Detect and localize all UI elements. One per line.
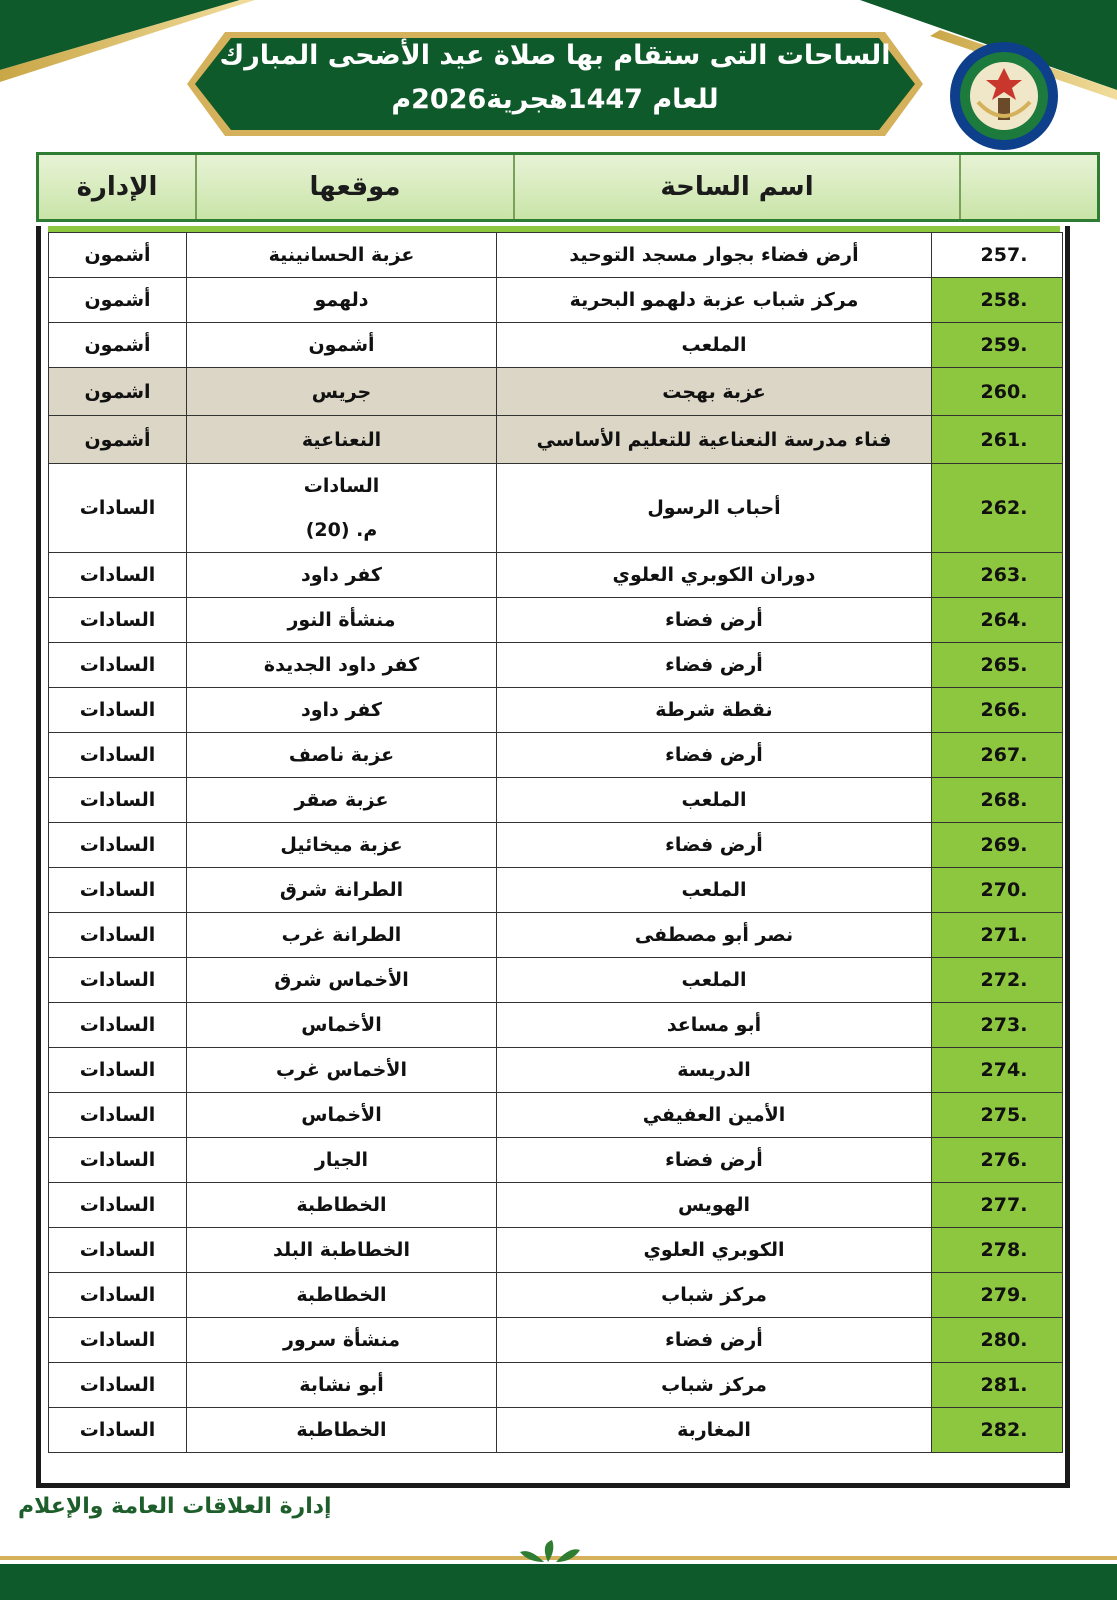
ground-name: الملعب [497,323,932,368]
administration: السادات [49,1003,187,1048]
ground-name: مركز شباب عزبة دلهمو البحرية [497,278,932,323]
ground-name: نقطة شرطة [497,688,932,733]
row-number: 267. [932,733,1063,778]
administration: السادات [49,1408,187,1453]
row-number: 262. [932,464,1063,553]
ground-location-line-2: م. (20) [305,519,378,541]
table-row [49,323,1063,368]
ground-location-line-1: السادات [303,475,380,497]
ground-name: أرض فضاء [497,733,932,778]
ground-name: أبو مساعد [497,1003,932,1048]
ground-name: مركز شباب [497,1363,932,1408]
row-number: 275. [932,1093,1063,1138]
ground-location: الطرانة غرب [187,913,497,958]
ground-name: عزبة بهجت [497,368,932,416]
administration: السادات [49,1183,187,1228]
ground-location: الخطاطبة [187,1183,497,1228]
table-row [49,1093,1063,1138]
table-row [49,416,1063,464]
table-row [49,598,1063,643]
administration: السادات [49,1318,187,1363]
administration: السادات [49,1363,187,1408]
ground-name: الهويس [497,1183,932,1228]
table-row [49,1363,1063,1408]
table-row [49,553,1063,598]
row-number: 269. [932,823,1063,868]
row-number: 260. [932,368,1063,416]
row-number: 257. [932,233,1063,278]
ground-location: الأخماس [187,1003,497,1048]
administration: السادات [49,553,187,598]
prayer-grounds-table [48,232,1063,1453]
administration: السادات [49,1048,187,1093]
row-number: 263. [932,553,1063,598]
table-row [49,464,1063,553]
administration: السادات [49,1228,187,1273]
row-number: 258. [932,278,1063,323]
row-number: 276. [932,1138,1063,1183]
row-number: 280. [932,1318,1063,1363]
table-row [49,778,1063,823]
table-row [49,958,1063,1003]
table-row [49,1003,1063,1048]
ground-location: الأخماس غرب [187,1048,497,1093]
table-row [49,1273,1063,1318]
row-number: 266. [932,688,1063,733]
ground-name: الملعب [497,868,932,913]
column-number-header [959,155,1097,219]
administration: السادات [49,688,187,733]
ground-location: منشأة النور [187,598,497,643]
page-title [215,34,895,122]
bottom-decorative-band [0,1540,1117,1600]
administration: السادات [49,868,187,913]
table-row [49,1138,1063,1183]
ground-name: أرض فضاء [497,1318,932,1363]
governorate-emblem-icon [948,40,1060,152]
ground-name: الملعب [497,958,932,1003]
administration: أشمون [49,278,187,323]
table-row [49,823,1063,868]
ground-name: أرض فضاء [497,643,932,688]
table-row [49,733,1063,778]
row-number: 274. [932,1048,1063,1093]
table-body [49,233,1063,1453]
row-number: 271. [932,913,1063,958]
ground-name: دوران الكوبري العلوي [497,553,932,598]
administration: السادات [49,464,187,553]
administration: السادات [49,913,187,958]
ground-name: أرض فضاء [497,598,932,643]
row-number: 259. [932,323,1063,368]
ground-location: الأخماس [187,1093,497,1138]
table-row [49,868,1063,913]
table-row [49,1228,1063,1273]
administration: السادات [49,643,187,688]
column-name-header: اسم الساحة [513,155,959,219]
row-number: 273. [932,1003,1063,1048]
ground-location: الطرانة شرق [187,868,497,913]
ground-location: كفر داود الجديدة [187,643,497,688]
table-row [49,1318,1063,1363]
ground-name: الكوبري العلوي [497,1228,932,1273]
ground-location: الخطاطبة [187,1408,497,1453]
row-number: 265. [932,643,1063,688]
ground-location: منشأة سرور [187,1318,497,1363]
ground-location: الجيار [187,1138,497,1183]
ground-location: أبو نشابة [187,1363,497,1408]
ground-location: الخطاطبة [187,1273,497,1318]
row-number: 270. [932,868,1063,913]
table-header [36,152,1100,222]
administration: السادات [49,1273,187,1318]
ground-location: عزبة الحسانينية [187,233,497,278]
footer-department: إدارة العلاقات العامة والإعلام [18,1494,332,1519]
ground-location: كفر داود [187,688,497,733]
administration: السادات [49,958,187,1003]
row-number: 261. [932,416,1063,464]
administration: أشمون [49,323,187,368]
ground-name: مركز شباب [497,1273,932,1318]
ground-name: أحباب الرسول [497,464,932,553]
ground-location: الأخماس شرق [187,958,497,1003]
title-line-1: الساحات التى ستقام بها صلاة عيد الأضحى المبارك [219,40,891,71]
column-location-header: موقعها [195,155,513,219]
title-line-2: للعام 1447هجرية2026م [391,84,719,115]
administration: اشمون [49,368,187,416]
administration: السادات [49,778,187,823]
ground-location: النعناعية [187,416,497,464]
ground-location: دلهمو [187,278,497,323]
row-number: 272. [932,958,1063,1003]
column-admin-header: الإدارة [76,172,158,202]
row-number: 279. [932,1273,1063,1318]
ground-name: نصر أبو مصطفى [497,913,932,958]
ground-name: أرض فضاء بجوار مسجد التوحيد [497,233,932,278]
table-row [49,1048,1063,1093]
table-row [49,913,1063,958]
ground-name: أرض فضاء [497,823,932,868]
ground-location: عزبة صقر [187,778,497,823]
ground-name: أرض فضاء [497,1138,932,1183]
ground-name: الأمين العفيفي [497,1093,932,1138]
row-number: 282. [932,1408,1063,1453]
ground-location: أشمون [187,323,497,368]
ground-name: الدريسة [497,1048,932,1093]
table-row [49,643,1063,688]
administration: السادات [49,1093,187,1138]
table-row [49,688,1063,733]
ground-name: الملعب [497,778,932,823]
table-row [49,1183,1063,1228]
ground-location: عزبة ميخائيل [187,823,497,868]
ground-name: فناء مدرسة النعناعية للتعليم الأساسي [497,416,932,464]
administration: السادات [49,1138,187,1183]
administration: أشمون [49,233,187,278]
table-row [49,1408,1063,1453]
administration: السادات [49,823,187,868]
row-number: 281. [932,1363,1063,1408]
ground-location: جريس [187,368,497,416]
row-number: 268. [932,778,1063,823]
administration: أشمون [49,416,187,464]
row-number: 278. [932,1228,1063,1273]
row-number: 264. [932,598,1063,643]
ground-name: المغاربة [497,1408,932,1453]
ground-location: عزبة ناصف [187,733,497,778]
ground-location: كفر داود [187,553,497,598]
table-row [49,233,1063,278]
administration: السادات [49,733,187,778]
row-number: 277. [932,1183,1063,1228]
administration: السادات [49,598,187,643]
ground-location [187,464,497,553]
ground-location: الخطاطبة البلد [187,1228,497,1273]
table-row [49,278,1063,323]
table-row [49,368,1063,416]
